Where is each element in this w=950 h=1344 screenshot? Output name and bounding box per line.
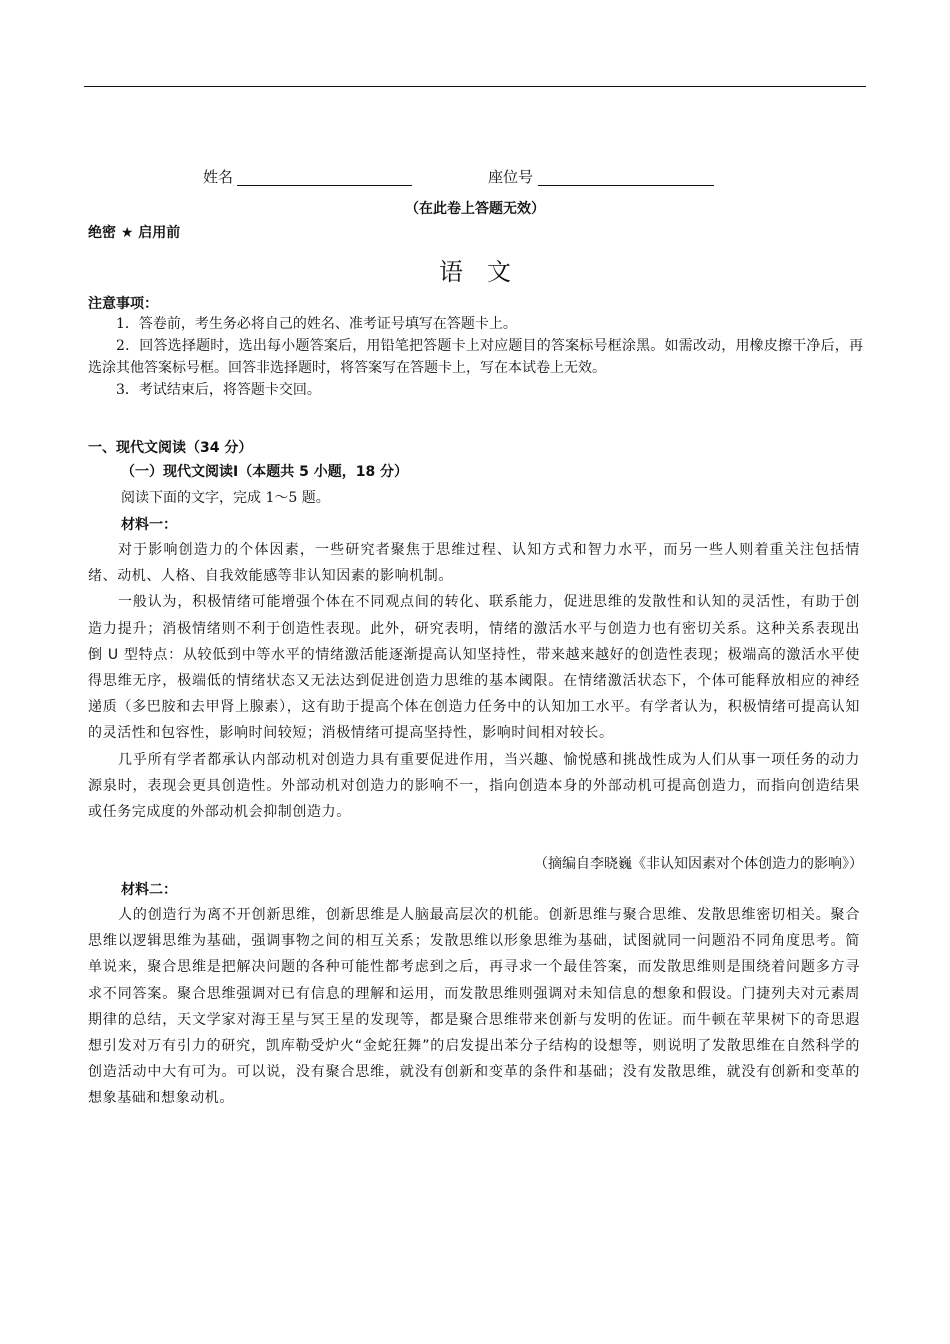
page-title: 语文 [439,258,535,286]
secret-label: 绝密 ★ 启用前 [88,225,181,241]
material1-label: 材料一： [121,517,177,533]
paragraph: 一般认为，积极情绪可能增强个体在不同观点间的转化、联系能力，促进思维的发散性和认知的灵活性，有助于创造力提升；消极情绪则不利于创造性表现。此外，研究表明，情绪的激活水平与创造力也有密切关系。这种关系表现出倒 U 型特点：从较低到中等水平的情绪激活能逐渐提高认知坚持性，带来越来越好的创造性表现；极端高的激活水平使得思维无序，极端低的情绪状态又无法达到促进创造力思维的基本阈限。在情绪激活状态下，个体可能释放相应的神经递质（多巴胺和去甲肾上腺素），这有助于提高个体在创造力任务中的认知加工水平。有学者认为，积极情绪可提高认知的灵活性和包容性，影响时间较短；消极情绪可提高坚持性，影响时间相对较长。 [88,594,860,742]
candidate-info-row [0,166,950,190]
seat-field[interactable] [538,185,714,186]
notice-item: 1．答卷前，考生务必将自己的姓名、准考证号填写在答题卡上。 [116,316,517,332]
notice-list [88,313,863,401]
material1-source: （摘编自李晓巍《非认知因素对个体创造力的影响》） [534,856,863,872]
instruction: 阅读下面的文字，完成 1～5 题。 [121,490,330,506]
paragraph: 几乎所有学者都承认内部动机对创造力具有重要促进作用，当兴趣、愉悦感和挑战性成为人们从事一项任务的动力源泉时，表现会更具创造性。外部动机对创造力的影响不一，指向创造本身的外部动机可提高创造力，而指向创造结果或任务完成度的外部动机会抑制创造力。 [88,751,860,821]
name-field[interactable] [237,185,412,186]
invalid-note: （在此卷上答题无效） [405,201,545,217]
subsection-heading: （一）现代文阅读Ⅰ（本题共 5 小题，18 分） [121,464,409,480]
name-label: 姓名 [203,168,234,186]
paragraph: 对于影响创造力的个体因素，一些研究者聚焦于思维过程、认知方式和智力水平，而另一些人则着重关注包括情绪、动机、人格、自我效能感等非认知因素的影响机制。 [88,542,860,585]
section-heading: 一、现代文阅读（34 分） [88,440,253,456]
material1-text [88,537,860,825]
seat-label: 座位号 [488,168,534,186]
paragraph: 人的创造行为离不开创新思维，创新思维是人脑最高层次的机能。创新思维与聚合思维、发散思维密切相关。聚合思维以逻辑思维为基础，强调事物之间的相互关系；发散思维以形象思维为基础，试图就同一问题沿不同角度思考。简单说来，聚合思维是把解决问题的各种可能性都考虑到之后，再寻求一个最佳答案，而发散思维则是围绕着问题多方寻求不同答案。聚合思维强调对已有信息的理解和运用，而发散思维则强调对未知信息的想象和假设。门捷列夫对元素周期律的总结，天文学家对海王星与冥王星的发现等，都是聚合思维带来创新与发明的佐证。而牛顿在苹果树下的奇思遐想引发对万有引力的研究，凯库勒受炉火“金蛇狂舞”的启发提出苯分子结构的设想等，则说明了发散思维在自然科学的创造活动中大有可为。可以说，没有聚合思维，就没有创新和变革的条件和基础；没有发散思维，就没有创新和变革的想象基础和想象动机。 [88,907,860,1107]
material2-text [88,902,860,1112]
notice-heading: 注意事项： [88,296,158,312]
notice-item: 2．回答选择题时，选出每小题答案后，用铅笔把答题卡上对应题目的答案标号框涂黑。如需改动，用橡皮擦干净后，再选涂其他答案标号框。回答非选择题时，将答案写在答题卡上，写在本试卷上无效。 [88,338,863,376]
material2-label: 材料二： [121,882,177,898]
top-rule [84,86,866,87]
notice-item: 3．考试结束后，将答题卡交回。 [116,382,321,398]
